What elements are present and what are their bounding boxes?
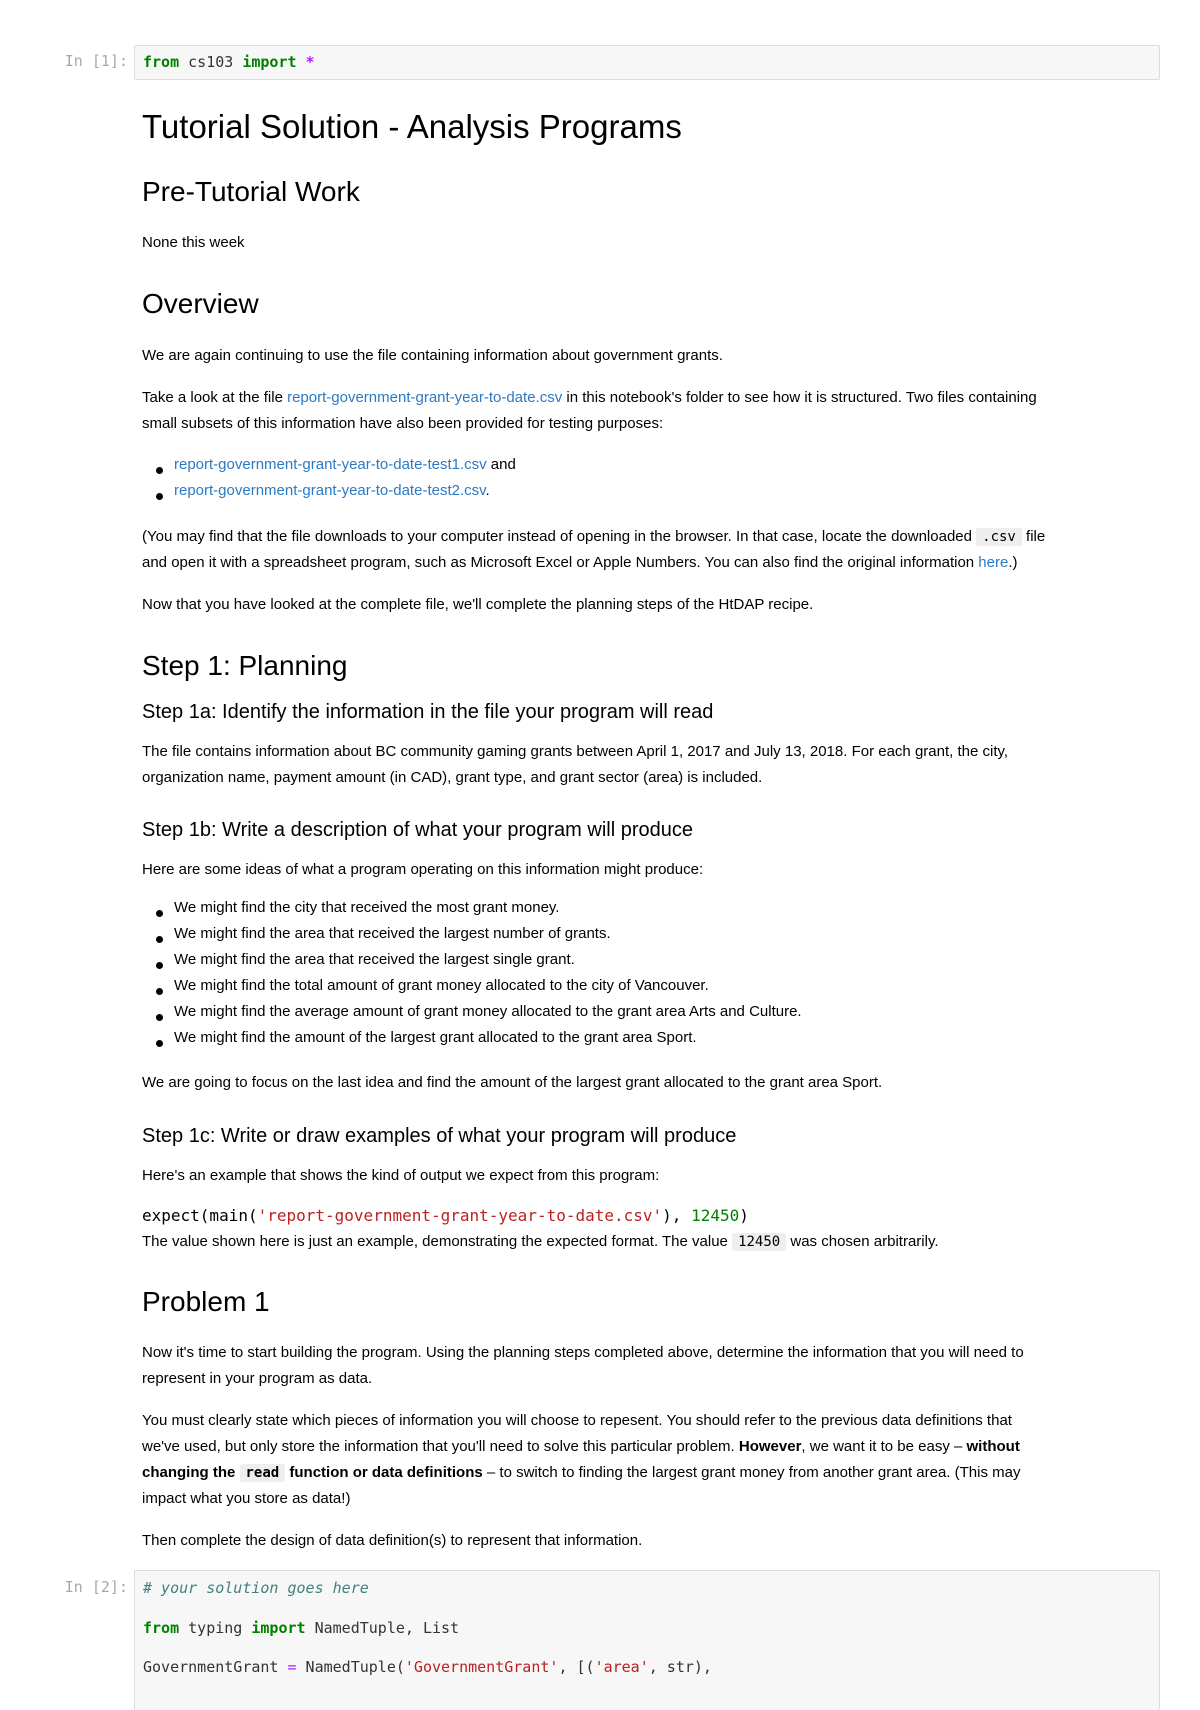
code-comment: # your solution goes here [143, 1579, 369, 1597]
import-star: * [296, 53, 315, 71]
problem1-paragraph: we've used, but only store the information that you'll need to solve this particular problem. However, we want it to be easy – without [142, 1438, 1020, 1455]
overview-paragraph: Now that you have looked at the complete file, we'll complete the planning steps of the HtDAP recipe. [142, 596, 814, 613]
inline-code: 12450 [732, 1233, 786, 1251]
code-line: GovernmentGrant = NamedTuple('GovernmentGrant', [('area', str), [143, 1658, 712, 1676]
problem1-paragraph: represent in your program as data. [142, 1370, 373, 1387]
markdown-cell [142, 0, 1132, 1560]
list-item: We might find the area that received the largest single grant. [174, 951, 575, 968]
bullet [156, 467, 163, 474]
module-name: cs103 [179, 53, 243, 71]
inline-code: .csv [976, 528, 1022, 546]
heading-step1a: Step 1a: Identify the information in the file your program will read [142, 701, 714, 723]
cell-prompt: In [2]: [64, 1578, 128, 1596]
bullet [156, 962, 163, 969]
original-info-link[interactable]: here [978, 554, 1009, 571]
problem1-paragraph: You must clearly state which pieces of information you will choose to repesent. You should refer to the previous data definitions that [142, 1412, 1012, 1429]
code-line: from typing import NamedTuple, List [143, 1619, 460, 1637]
step1c-intro: Here's an example that shows the kind of output we expect from this program: [142, 1167, 660, 1184]
cell-prompt: In [1]: [64, 52, 128, 70]
bullet [156, 1014, 163, 1021]
heading-step1: Step 1: Planning [142, 650, 348, 681]
heading-step1b: Step 1b: Write a description of what your program will produce [142, 819, 694, 841]
list-item: report-government-grant-year-to-date-test1.csv and [174, 456, 516, 473]
expect-example: expect(main('report-government-grant-year-to-date.csv'), 12450) [142, 1206, 749, 1225]
bullet [156, 1040, 163, 1047]
page-title: Tutorial Solution - Analysis Programs [142, 108, 682, 145]
step1a-paragraph: The file contains information about BC community gaming grants between April 1, 2017 and July 13, 2018. For each grant, the city, [142, 743, 1009, 760]
keyword-from: from [143, 53, 180, 71]
list-item: We might find the area that received the largest number of grants. [174, 925, 611, 942]
inline-code: read [240, 1464, 286, 1482]
step1b-focus: We are going to focus on the last idea and find the amount of the largest grant allocated to the grant area Sport. [142, 1074, 883, 1091]
test1-file-link[interactable]: report-government-grant-year-to-date-test1.csv [174, 456, 487, 473]
problem1-paragraph: impact what you store as data!) [142, 1490, 351, 1507]
overview-paragraph: Take a look at the file report-government-grant-year-to-date.csv in this notebook's folder to see how it is structured. Two files containing [142, 389, 1037, 406]
list-item: We might find the amount of the largest grant allocated to the grant area Sport. [174, 1029, 697, 1046]
keyword-import: import [242, 53, 297, 71]
problem1-paragraph: Now it's time to start building the program. Using the planning steps completed above, determine the information that you will need to [142, 1344, 1024, 1361]
problem1-paragraph: Then complete the design of data definition(s) to represent that information. [142, 1532, 643, 1549]
overview-paragraph: (You may find that the file downloads to your computer instead of opening in the browser. In that case, locate the downloaded .csv file [142, 528, 1046, 545]
overview-paragraph: and open it with a spreadsheet program, such as Microsoft Excel or Apple Numbers. You can also find the original information here.) [142, 554, 1018, 571]
list-item: We might find the total amount of grant money allocated to the city of Vancouver. [174, 977, 709, 994]
step1b-intro: Here are some ideas of what a program operating on this information might produce: [142, 861, 704, 878]
problem1-paragraph: changing the read function or data definitions – to switch to finding the largest grant money from another grant area. (This may [142, 1464, 1021, 1481]
list-item: report-government-grant-year-to-date-test2.csv. [174, 482, 490, 499]
step1c-note: The value shown here is just an example, demonstrating the expected format. The value 12450 was chosen arbitrarily. [142, 1233, 939, 1250]
bullet [156, 988, 163, 995]
csv-file-link[interactable]: report-government-grant-year-to-date.csv [287, 389, 563, 406]
step1a-paragraph: organization name, payment amount (in CAD), grant type, and grant sector (area) is included. [142, 769, 763, 786]
pre-tutorial-text: None this week [142, 234, 245, 251]
overview-paragraph: small subsets of this information have also been provided for testing purposes: [142, 415, 664, 432]
heading-step1c: Step 1c: Write or draw examples of what your program will produce [142, 1125, 737, 1147]
test2-file-link[interactable]: report-government-grant-year-to-date-test2.csv [174, 482, 486, 499]
heading-overview: Overview [142, 288, 259, 319]
bullet [156, 910, 163, 917]
bullet [156, 493, 163, 500]
list-item: We might find the city that received the most grant money. [174, 899, 560, 916]
heading-problem1: Problem 1 [142, 1286, 270, 1317]
overview-paragraph: We are again continuing to use the file containing information about government grants. [142, 347, 723, 364]
heading-pre-tutorial: Pre-Tutorial Work [142, 176, 360, 207]
bullet [156, 936, 163, 943]
code-cell-solution[interactable] [134, 1570, 1160, 1710]
list-item: We might find the average amount of grant money allocated to the grant area Arts and Culture. [174, 1003, 802, 1020]
